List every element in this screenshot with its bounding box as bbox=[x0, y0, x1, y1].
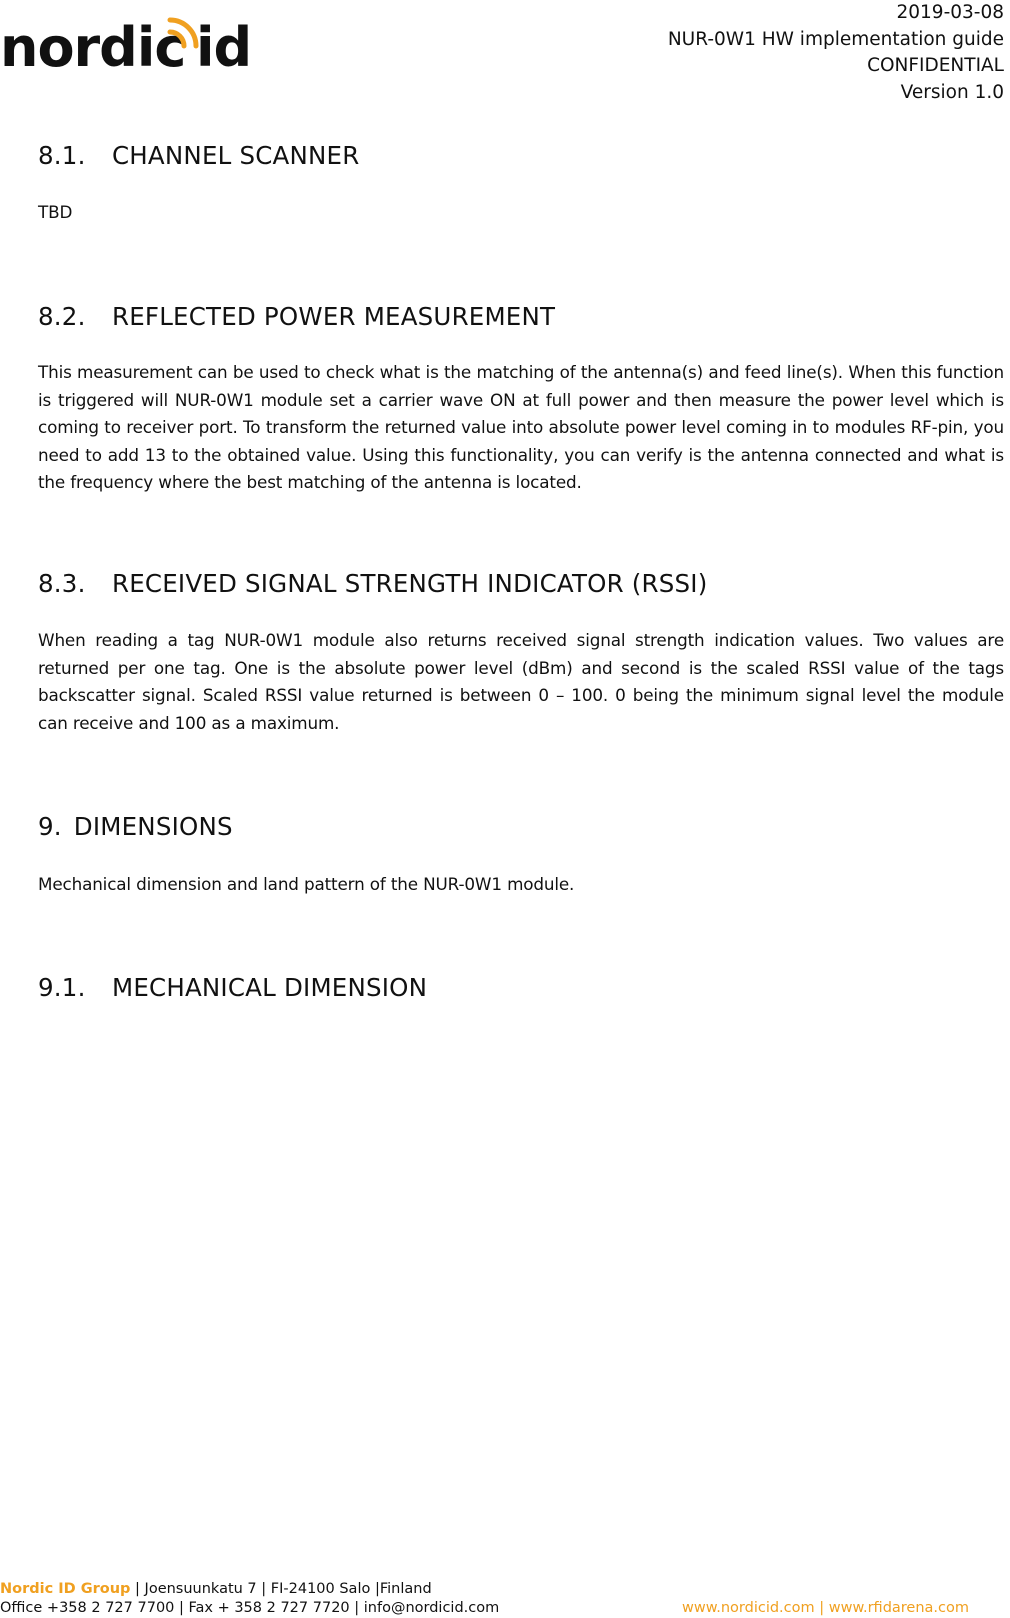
svg-text:nordic: nordic bbox=[0, 16, 186, 74]
section-title: CHANNEL SCANNER bbox=[112, 141, 360, 170]
svg-text:id: id bbox=[196, 16, 252, 74]
section-title: MECHANICAL DIMENSION bbox=[112, 973, 428, 1002]
section-title: DIMENSIONS bbox=[73, 812, 233, 841]
section-body-8-2: This measurement can be used to check what is the matching of the antenna(s) and feed line(s). When this function is triggered will NUR-0W1 module set a carrier wave ON at full power and then measure the power level which is coming to receiver port. To transform the returned value into absolute power level coming in to modules RF-pin, you need to add 13 to the obtained value. Using this functionality, you can verify is the antenna connected and what is the frequency where the best matching of the antenna is located. bbox=[38, 362, 1004, 492]
section-title: REFLECTED POWER MEASUREMENT bbox=[112, 302, 556, 331]
section-number: 8.3. bbox=[38, 569, 86, 598]
section-number: 9. bbox=[38, 812, 62, 841]
section-body-8-3: When reading a tag NUR-0W1 module also returns received signal strength indication values. Two values are returned per one tag. One is the absolute power level (dBm) and second is the scaled RSSI value of the tags backscatter signal. Scaled RSSI value returned is between 0 – 100. 0 being the minimum signal level the module can receive and 100 as a maximum. bbox=[38, 630, 1004, 733]
section-heading-8-1 bbox=[38, 141, 359, 170]
section-heading-8-2 bbox=[38, 302, 555, 331]
section-number: 9.1. bbox=[38, 973, 86, 1002]
section-heading-9 bbox=[38, 812, 233, 841]
section-number: 8.2. bbox=[38, 302, 86, 331]
page-footer bbox=[0, 1580, 1010, 1618]
footer-websites[interactable]: www.nordicid.com | www.rfidarena.com bbox=[682, 1600, 969, 1616]
section-body-8-1: TBD bbox=[38, 202, 73, 222]
header-version: Version 1.0 bbox=[900, 81, 1004, 103]
footer-contact: Office +358 2 727 7700 | Fax + 358 2 727 7720 | info@nordicid.com bbox=[0, 1600, 500, 1616]
header-doc-title: NUR-0W1 HW implementation guide bbox=[667, 28, 1004, 50]
section-heading-9-1 bbox=[38, 973, 427, 1002]
footer-address: | Joensuunkatu 7 | FI-24100 Salo |Finland bbox=[130, 1581, 432, 1597]
section-number: 8.1. bbox=[38, 141, 86, 170]
header-classification: CONFIDENTIAL bbox=[867, 55, 1004, 76]
footer-company: Nordic ID Group bbox=[0, 1581, 131, 1597]
section-heading-8-3 bbox=[38, 569, 707, 598]
nordic-id-logo bbox=[0, 10, 260, 74]
footer-address-line bbox=[0, 1580, 1010, 1599]
section-title: RECEIVED SIGNAL STRENGTH INDICATOR (RSSI) bbox=[112, 569, 708, 598]
header-date: 2019-03-08 bbox=[896, 2, 1004, 23]
section-body-9: Mechanical dimension and land pattern of the NUR-0W1 module. bbox=[38, 874, 575, 894]
document-header bbox=[668, 0, 1004, 106]
